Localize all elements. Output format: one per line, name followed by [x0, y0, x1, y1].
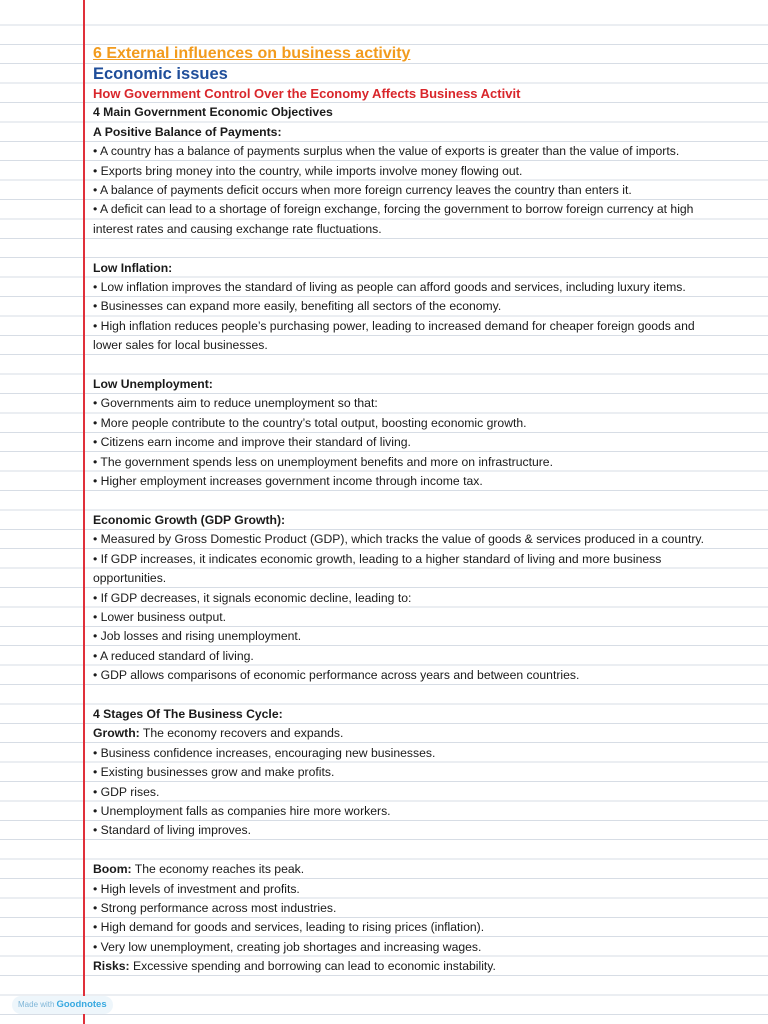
bullet-line: • GDP rises.: [93, 784, 160, 799]
bullet-line: • Measured by Gross Domestic Product (GDP), which tracks the value of goods & services produced in a country.: [93, 532, 704, 547]
risks-text: Excessive spending and borrowing can lead to economic instability.: [129, 959, 496, 974]
risks-label: Risks:: [93, 959, 130, 974]
bullet-line: • GDP allows comparisons of economic performance across years and between countries.: [93, 668, 580, 683]
blank-line: [93, 686, 758, 705]
bullet-line: • Standard of living improves.: [93, 823, 252, 838]
bullet-line: • Unemployment falls as companies hire more workers.: [93, 803, 391, 818]
bullet-line: • Higher employment increases government income through income tax.: [93, 474, 483, 489]
bullet-line: • Low inflation improves the standard of living as people can afford goods and services, including luxury items.: [93, 280, 686, 295]
bullet-line: lower sales for local businesses.: [93, 338, 268, 353]
bullet-line: • Very low unemployment, creating job shortages and increasing wages.: [93, 939, 482, 954]
bullet-line: • Governments aim to reduce unemployment so that:: [93, 396, 378, 411]
page-title: 6 External influences on business activity: [93, 45, 411, 62]
bullet-line: • If GDP decreases, it signals economic decline, leading to:: [93, 590, 412, 605]
page-subtitle: Economic issues: [93, 65, 228, 83]
bullet-line: • High inflation reduces people’s purchasing power, leading to increased demand for cheaper foreign goods and: [93, 318, 695, 333]
cycle-heading: 4 Stages Of The Business Cycle:: [93, 706, 283, 721]
growth-stage-text: The economy recovers and expands.: [139, 726, 344, 741]
boom-stage-label: Boom:: [93, 862, 132, 877]
bullet-line: • Business confidence increases, encouraging new businesses.: [93, 745, 436, 760]
boom-stage-text: The economy reaches its peak.: [131, 862, 305, 877]
bullet-line: • High levels of investment and profits.: [93, 881, 300, 896]
bullet-line: • Lower business output.: [93, 609, 226, 624]
bullet-line: • A country has a balance of payments surplus when the value of exports is greater than the value of imports.: [93, 144, 680, 159]
bullet-line: • Citizens earn income and improve their standard of living.: [93, 435, 411, 450]
growth-stage-line: [93, 724, 758, 743]
bullet-line: • If GDP increases, it indicates economic growth, leading to a higher standard of living and more business: [93, 551, 662, 566]
blank-line: [93, 841, 758, 860]
section-heading: How Government Control Over the Economy Affects Business Activit: [93, 86, 521, 101]
made-with-goodnotes-badge[interactable]: [12, 996, 113, 1014]
risks-line: [93, 957, 758, 976]
bullet-line: • More people contribute to the country’s total output, boosting economic growth.: [93, 415, 527, 430]
bullet-line: • A reduced standard of living.: [93, 648, 254, 663]
growth-stage-label: Growth:: [93, 726, 140, 741]
bullet-line: • A deficit can lead to a shortage of foreign exchange, forcing the government to borrow foreign currency at high: [93, 202, 694, 217]
bullet-line: • The government spends less on unemployment benefits and more on infrastructure.: [93, 454, 553, 469]
bop-heading: A Positive Balance of Payments:: [93, 124, 282, 139]
blank-line: [93, 356, 758, 375]
blank-line: [93, 239, 758, 258]
bullet-line: • Exports bring money into the country, while imports involve money flowing out.: [93, 163, 523, 178]
growth-heading: Economic Growth (GDP Growth):: [93, 512, 286, 527]
blank-line: [93, 491, 758, 510]
boom-stage-line: [93, 860, 758, 879]
bullet-line: • Existing businesses grow and make profits.: [93, 765, 335, 780]
bullet-line: • Strong performance across most industries.: [93, 900, 337, 915]
inflation-heading: Low Inflation:: [93, 260, 173, 275]
bullet-line: • A balance of payments deficit occurs when more foreign currency leaves the country than enters it.: [93, 183, 632, 198]
bullet-line: opportunities.: [93, 571, 167, 586]
bullet-line: interest rates and causing exchange rate fluctuations.: [93, 221, 382, 236]
objectives-heading: 4 Main Government Economic Objectives: [93, 105, 333, 120]
notebook-margin-line: [83, 0, 85, 1024]
note-page: [93, 44, 758, 977]
bullet-line: • High demand for goods and services, leading to rising prices (inflation).: [93, 920, 485, 935]
unemployment-heading: Low Unemployment:: [93, 377, 213, 392]
goodnotes-logo-text: Goodnotes: [56, 999, 107, 1010]
made-with-text: Made with: [18, 1000, 55, 1009]
bullet-line: • Job losses and rising unemployment.: [93, 629, 302, 644]
bullet-line: • Businesses can expand more easily, benefiting all sectors of the economy.: [93, 299, 502, 314]
